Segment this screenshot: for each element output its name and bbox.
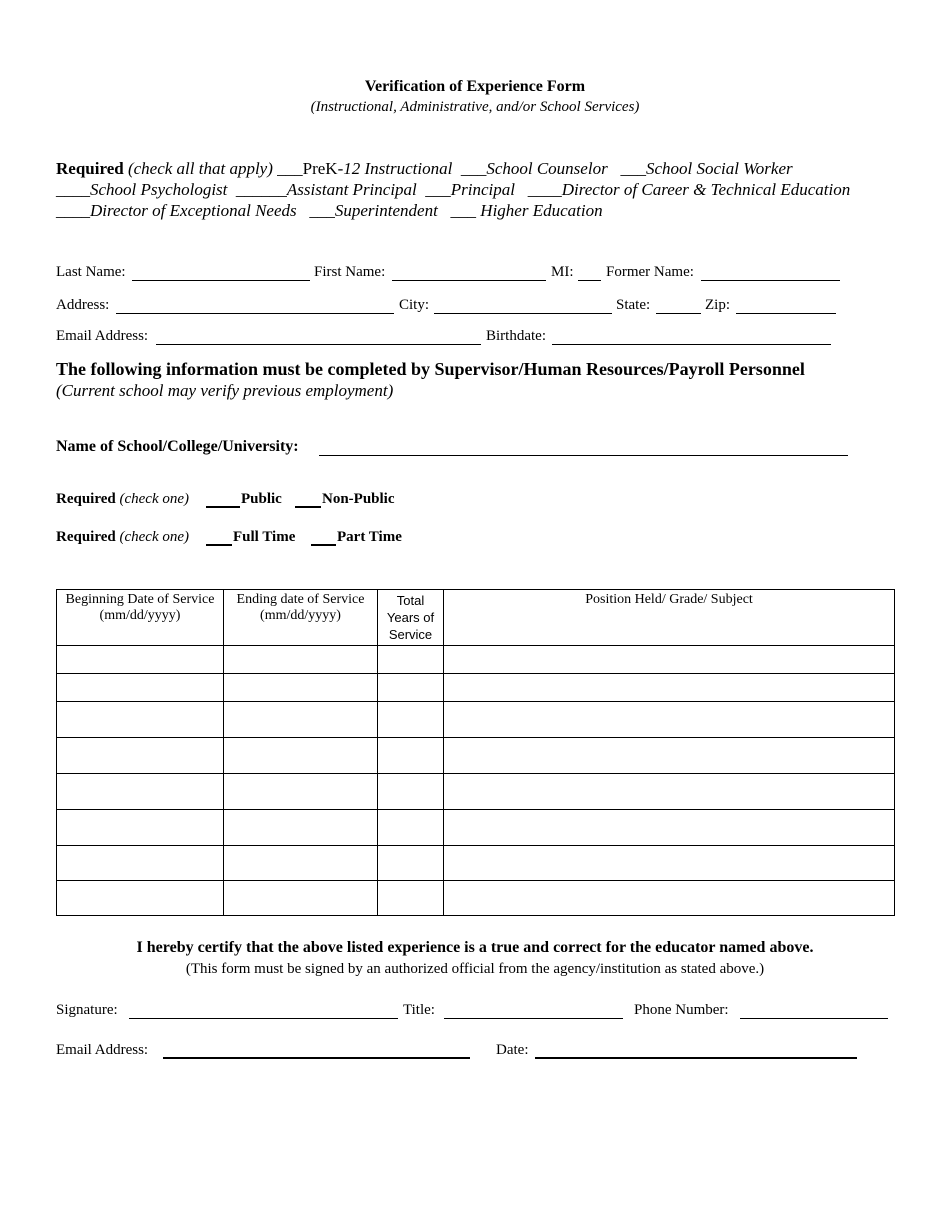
phone-label: Phone Number: xyxy=(634,1002,729,1018)
assistant-principal-checkbox[interactable]: ______Assistant Principal xyxy=(235,180,417,199)
school-psychologist-checkbox[interactable]: ____School Psychologist xyxy=(56,180,228,199)
ending-date-header: Ending date of Service (mm/dd/yyyy) xyxy=(224,590,378,646)
table-row xyxy=(57,738,895,774)
ending-date-cell[interactable] xyxy=(224,881,378,916)
time-required: Required (check one) xyxy=(56,529,190,545)
school-name-label: Name of School/College/University: xyxy=(56,438,299,455)
table-header-row xyxy=(57,590,895,646)
position-header: Position Held/ Grade/ Subject xyxy=(444,590,895,646)
director-exceptional-needs-checkbox[interactable]: ____Director of Exceptional Needs xyxy=(56,201,297,220)
school-name-field[interactable] xyxy=(319,455,848,456)
employer-heading: The following information must be completed by Supervisor/Human Resources/Payroll Personnel xyxy=(56,359,805,379)
position-cell[interactable] xyxy=(444,702,895,738)
ending-date-cell[interactable] xyxy=(224,674,378,702)
positions-line-3 xyxy=(56,201,603,221)
public-label: Public xyxy=(241,491,282,507)
first-name-label: First Name: xyxy=(314,264,386,280)
city-field[interactable] xyxy=(434,313,612,314)
table-row xyxy=(57,846,895,881)
first-name-field[interactable] xyxy=(392,280,546,281)
principal-checkbox[interactable]: ___Principal xyxy=(425,180,515,199)
part-time-label: Part Time xyxy=(337,529,402,545)
position-cell[interactable] xyxy=(444,846,895,881)
former-name-label: Former Name: xyxy=(606,264,694,280)
non-public-checkbox[interactable] xyxy=(295,506,321,508)
birthdate-field[interactable] xyxy=(552,344,831,345)
beginning-date-cell[interactable] xyxy=(57,738,224,774)
total-years-cell[interactable] xyxy=(378,674,444,702)
cert-email-field[interactable] xyxy=(163,1057,470,1059)
address-field[interactable] xyxy=(116,313,394,314)
positions-line-1 xyxy=(56,159,793,179)
mi-label: MI: xyxy=(551,264,574,280)
school-counselor-checkbox[interactable]: ___School Counselor xyxy=(460,159,608,178)
position-cell[interactable] xyxy=(444,810,895,846)
public-checkbox[interactable] xyxy=(206,506,240,508)
table-row xyxy=(57,774,895,810)
ending-date-cell[interactable] xyxy=(224,702,378,738)
full-time-label: Full Time xyxy=(233,529,296,545)
last-name-field[interactable] xyxy=(132,280,310,281)
total-years-cell[interactable] xyxy=(378,774,444,810)
position-cell[interactable] xyxy=(444,646,895,674)
employer-note: (Current school may verify previous employment) xyxy=(56,381,394,400)
total-years-cell[interactable] xyxy=(378,646,444,674)
date-field[interactable] xyxy=(535,1057,857,1059)
beginning-date-cell[interactable] xyxy=(57,881,224,916)
part-time-checkbox[interactable] xyxy=(311,544,336,546)
table-row xyxy=(57,646,895,674)
birthdate-label: Birthdate: xyxy=(486,328,546,344)
position-cell[interactable] xyxy=(444,881,895,916)
ending-date-cell[interactable] xyxy=(224,846,378,881)
state-field[interactable] xyxy=(656,313,701,314)
signature-label: Signature: xyxy=(56,1002,118,1018)
beginning-date-cell[interactable] xyxy=(57,646,224,674)
certification-note: (This form must be signed by an authorized official from the agency/institution as stated above.) xyxy=(185,961,765,977)
city-label: City: xyxy=(399,297,430,313)
table-row xyxy=(57,702,895,738)
total-years-cell[interactable] xyxy=(378,738,444,774)
school-social-worker-checkbox[interactable]: ___School Social Worker xyxy=(620,159,793,178)
table-row xyxy=(57,810,895,846)
position-cell[interactable] xyxy=(444,774,895,810)
beginning-date-cell[interactable] xyxy=(57,846,224,881)
total-years-cell[interactable] xyxy=(378,810,444,846)
state-label: State: xyxy=(616,297,651,313)
last-name-label: Last Name: xyxy=(56,264,126,280)
ending-date-cell[interactable] xyxy=(224,810,378,846)
positions-line-2 xyxy=(56,180,850,200)
zip-field[interactable] xyxy=(736,313,836,314)
superintendent-checkbox[interactable]: ___Superintendent xyxy=(309,201,438,220)
total-years-cell[interactable] xyxy=(378,881,444,916)
form-subtitle: (Instructional, Administrative, and/or School Services) xyxy=(310,99,640,115)
required-label: Required xyxy=(56,159,124,178)
prek-checkbox[interactable]: ___PreK-12 Instructional xyxy=(277,159,453,178)
form-title: Verification of Experience Form xyxy=(364,78,586,95)
date-label: Date: xyxy=(496,1042,529,1058)
certification-statement: I hereby certify that the above listed experience is a true and correct for the educator named above. xyxy=(136,939,814,956)
ending-date-cell[interactable] xyxy=(224,738,378,774)
mi-field[interactable] xyxy=(578,280,601,281)
total-years-cell[interactable] xyxy=(378,702,444,738)
zip-label: Zip: xyxy=(705,297,730,313)
position-cell[interactable] xyxy=(444,674,895,702)
phone-field[interactable] xyxy=(740,1018,888,1019)
full-time-checkbox[interactable] xyxy=(206,544,232,546)
beginning-date-cell[interactable] xyxy=(57,702,224,738)
director-cte-checkbox[interactable]: ____Director of Career & Technical Education xyxy=(527,180,851,199)
positions-instruction: (check all that apply) xyxy=(127,159,273,178)
non-public-label: Non-Public xyxy=(322,491,395,507)
beginning-date-cell[interactable] xyxy=(57,810,224,846)
total-years-header: Total Years of Service xyxy=(378,590,444,646)
position-cell[interactable] xyxy=(444,738,895,774)
title-field[interactable] xyxy=(444,1018,623,1019)
signature-field[interactable] xyxy=(129,1018,398,1019)
former-name-field[interactable] xyxy=(701,280,840,281)
ending-date-cell[interactable] xyxy=(224,774,378,810)
total-years-cell[interactable] xyxy=(378,846,444,881)
type-required: Required (check one) xyxy=(56,491,190,507)
higher-education-checkbox[interactable]: ___ Higher Education xyxy=(450,201,603,220)
ending-date-cell[interactable] xyxy=(224,646,378,674)
email-label: Email Address: xyxy=(56,328,149,344)
table-row xyxy=(57,881,895,916)
beginning-date-header: Beginning Date of Service (mm/dd/yyyy) xyxy=(57,590,224,646)
beginning-date-cell[interactable] xyxy=(57,674,224,702)
experience-table xyxy=(56,589,895,916)
address-label: Address: xyxy=(56,297,110,313)
table-row xyxy=(57,674,895,702)
beginning-date-cell[interactable] xyxy=(57,774,224,810)
title-label: Title: xyxy=(403,1002,435,1018)
cert-email-label: Email Address: xyxy=(56,1042,149,1058)
email-field[interactable] xyxy=(156,344,481,345)
